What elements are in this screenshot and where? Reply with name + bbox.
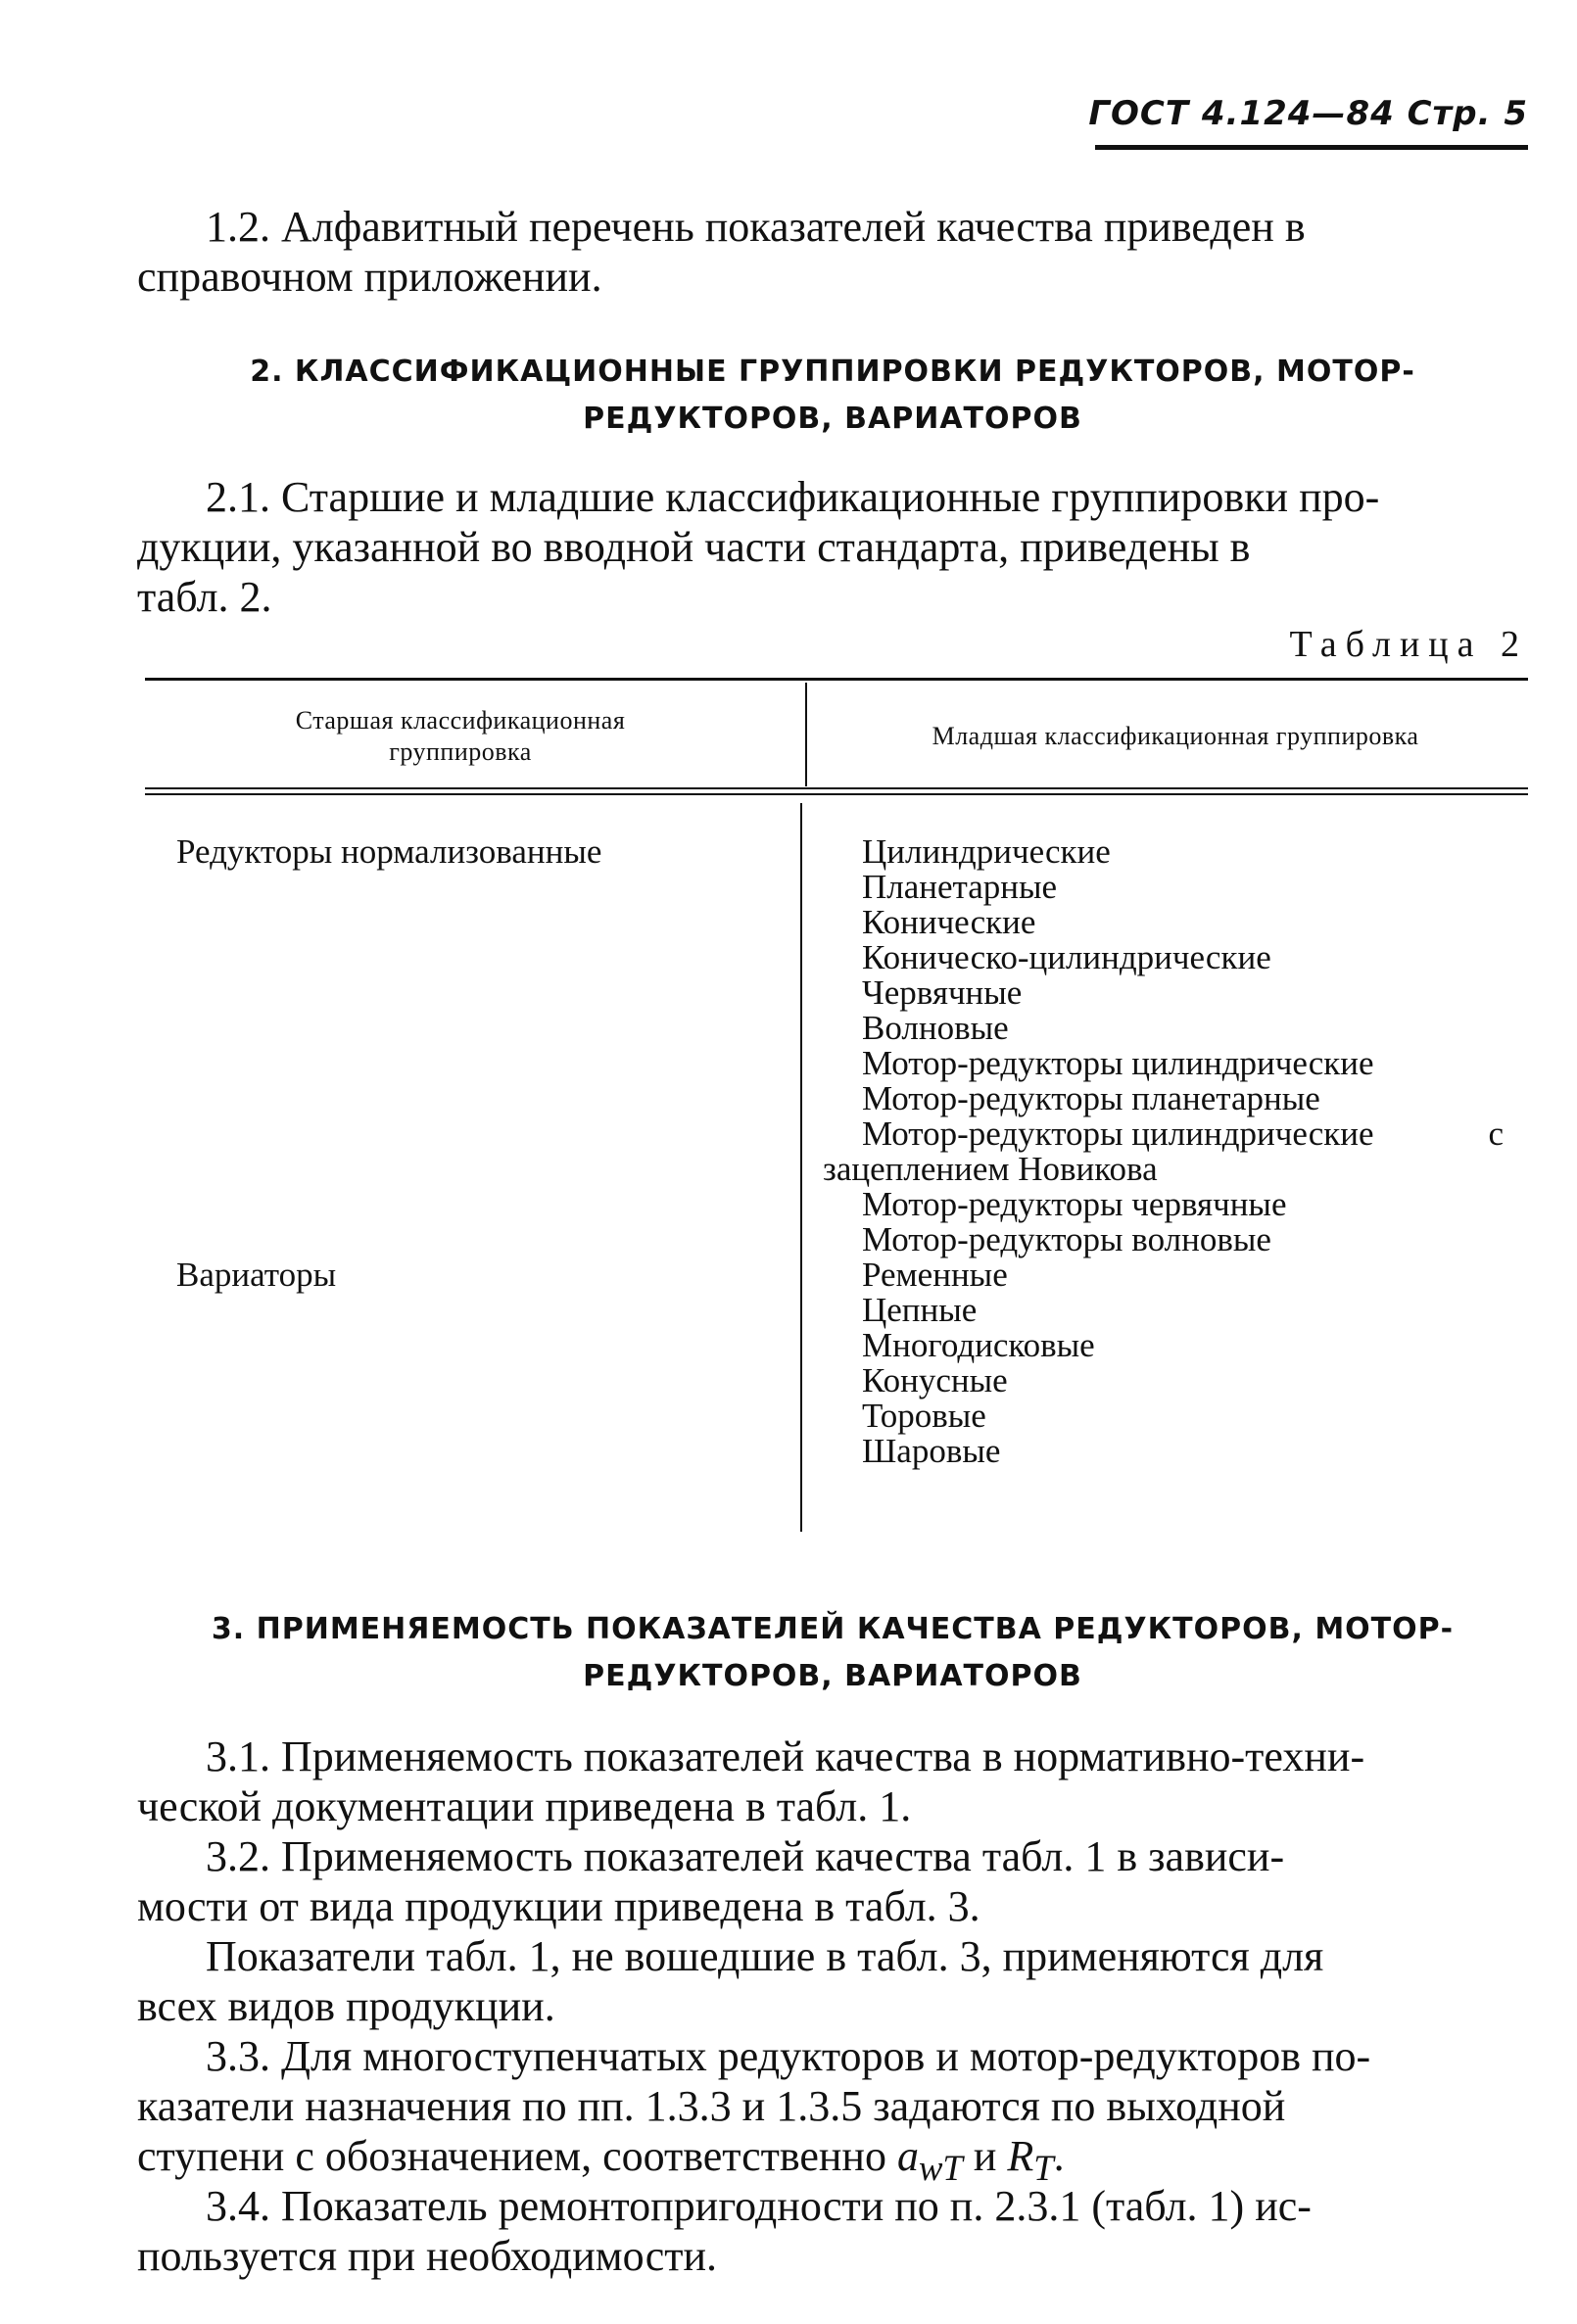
paragraph-line: казатели назначения по пп. 1.3.3 и 1.3.5 задаются по выходной [137,2082,1286,2130]
symbol-a [896,2132,963,2188]
paragraph-line [137,472,1528,522]
paragraph-line: всех видов продукции. [137,1982,555,2030]
paragraph-line: пользуется при необходимости. [137,2232,718,2280]
list-item-continuation: зацеплением Новикова [823,1150,1158,1188]
paragraph-2-1 [137,472,1528,622]
paragraph-line: мости от вида продукции приведена в табл. 3. [137,1882,980,1930]
list-item: Торовые [862,1397,986,1435]
text-line: 3.2. Применяемость показателей качества табл. 1 в зависи- [206,1832,1285,1880]
text-line: 1.2. Алфавитный перечень показателей качества приведен в [206,203,1306,251]
paragraph-3-2-note [137,1931,1528,2031]
title-line: РЕДУКТОРОВ, ВАРИАТОРОВ [583,1659,1082,1693]
list-item: Конусные [862,1361,1008,1399]
text-line: 3.4. Показатель ремонтопригодности по п. 2.3.1 (табл. 1) ис- [206,2182,1312,2230]
text-period: . [1053,2132,1065,2180]
text-conjunction: и [973,2132,997,2180]
header-rule-1 [145,787,1528,789]
text-line: ступени с обозначением, соответственно [137,2132,886,2180]
list-item: Конические [862,903,1036,941]
section-3-title [137,1606,1528,1700]
table-label: Таблица 2 [1289,624,1528,665]
body-divider [800,803,802,1532]
paragraph-line [137,2181,1528,2231]
list-item: Ременные [862,1256,1008,1294]
list-item: Многодисковые [862,1326,1095,1364]
list-item [862,1116,1504,1152]
symbol-letter: R [1007,2132,1034,2180]
page-header: ГОСТ 4.124—84 Стр. 5 [1088,94,1528,133]
header-rule [1095,145,1528,150]
symbol-letter: a [896,2132,919,2180]
list-item: Цилиндрические [862,832,1111,871]
list-item: Мотор-редукторы планетарные [862,1079,1320,1117]
text-line: 2.1. Старшие и младшие классификационные группировки про- [206,473,1380,521]
symbol-subscript: T [1033,2147,1054,2188]
paragraph-3-1 [137,1731,1528,1831]
header-line: Старшая классификационная [295,706,626,735]
paragraph-line: справочном приложении. [137,253,602,301]
paragraph-line [137,2031,1528,2081]
list-item: Планетарные [862,868,1058,906]
paragraph-line [137,1731,1528,1781]
list-item: Шаровые [862,1432,1001,1470]
symbol-subscript: wT [918,2147,963,2188]
list-item: Мотор-редукторы цилиндрические [862,1044,1374,1082]
table-top-rule [145,678,1528,681]
paragraph-line [137,1931,1528,1981]
title-line: РЕДУКТОРОВ, ВАРИАТОРОВ [583,402,1082,436]
list-item: Волновые [862,1009,1009,1047]
list-item: Мотор-редукторы волновые [862,1220,1271,1258]
symbol-r [1007,2132,1054,2188]
header-rule-2 [145,793,1528,795]
list-item: Коническо-цилиндрические [862,938,1271,976]
paragraph-1-2 [137,202,1528,302]
group-variators: Вариаторы [176,1256,337,1294]
title-line: 3. ПРИМЕНЯЕМОСТЬ ПОКАЗАТЕЛЕЙ КАЧЕСТВА РЕДУКТОРОВ, МОТОР- [211,1612,1455,1646]
paragraph-line: дукции, указанной во вводной части стандарта, приведены в [137,523,1251,571]
paragraph-line [137,202,1528,252]
title-line: 2. КЛАССИФИКАЦИОННЫЕ ГРУППИРОВКИ РЕДУКТОРОВ, МОТОР- [250,355,1415,389]
paragraph-line: табл. 2. [137,573,272,621]
table-header-right: Младшая классификационная группировка [932,722,1419,750]
header-divider [805,683,807,786]
subgroup-list [823,832,1518,1470]
header-line: группировка [389,737,532,766]
item-text: Мотор-редукторы цилиндрические [862,1115,1374,1153]
list-item: Червячные [862,973,1023,1012]
paragraph-3-3 [137,2031,1528,2193]
item-text: с [1488,1115,1504,1153]
list-item: Цепные [862,1291,978,1329]
section-2-title [137,349,1528,443]
group-reductors: Редукторы нормализованные [176,832,602,871]
text-line: Показатели табл. 1, не вошедшие в табл. 3, применяются для [206,1932,1324,1980]
table-header-left [196,705,725,768]
text-line: 3.3. Для многоступенчатых редукторов и мотор-редукторов по- [206,2032,1371,2080]
paragraph-line: ческой документации приведена в табл. 1. [137,1782,912,1830]
paragraph-line [137,1831,1528,1881]
text-line: 3.1. Применяемость показателей качества в нормативно-техни- [206,1732,1365,1780]
paragraph-3-4 [137,2181,1528,2281]
paragraph-3-2 [137,1831,1528,1931]
list-item: Мотор-редукторы червячные [862,1185,1287,1223]
